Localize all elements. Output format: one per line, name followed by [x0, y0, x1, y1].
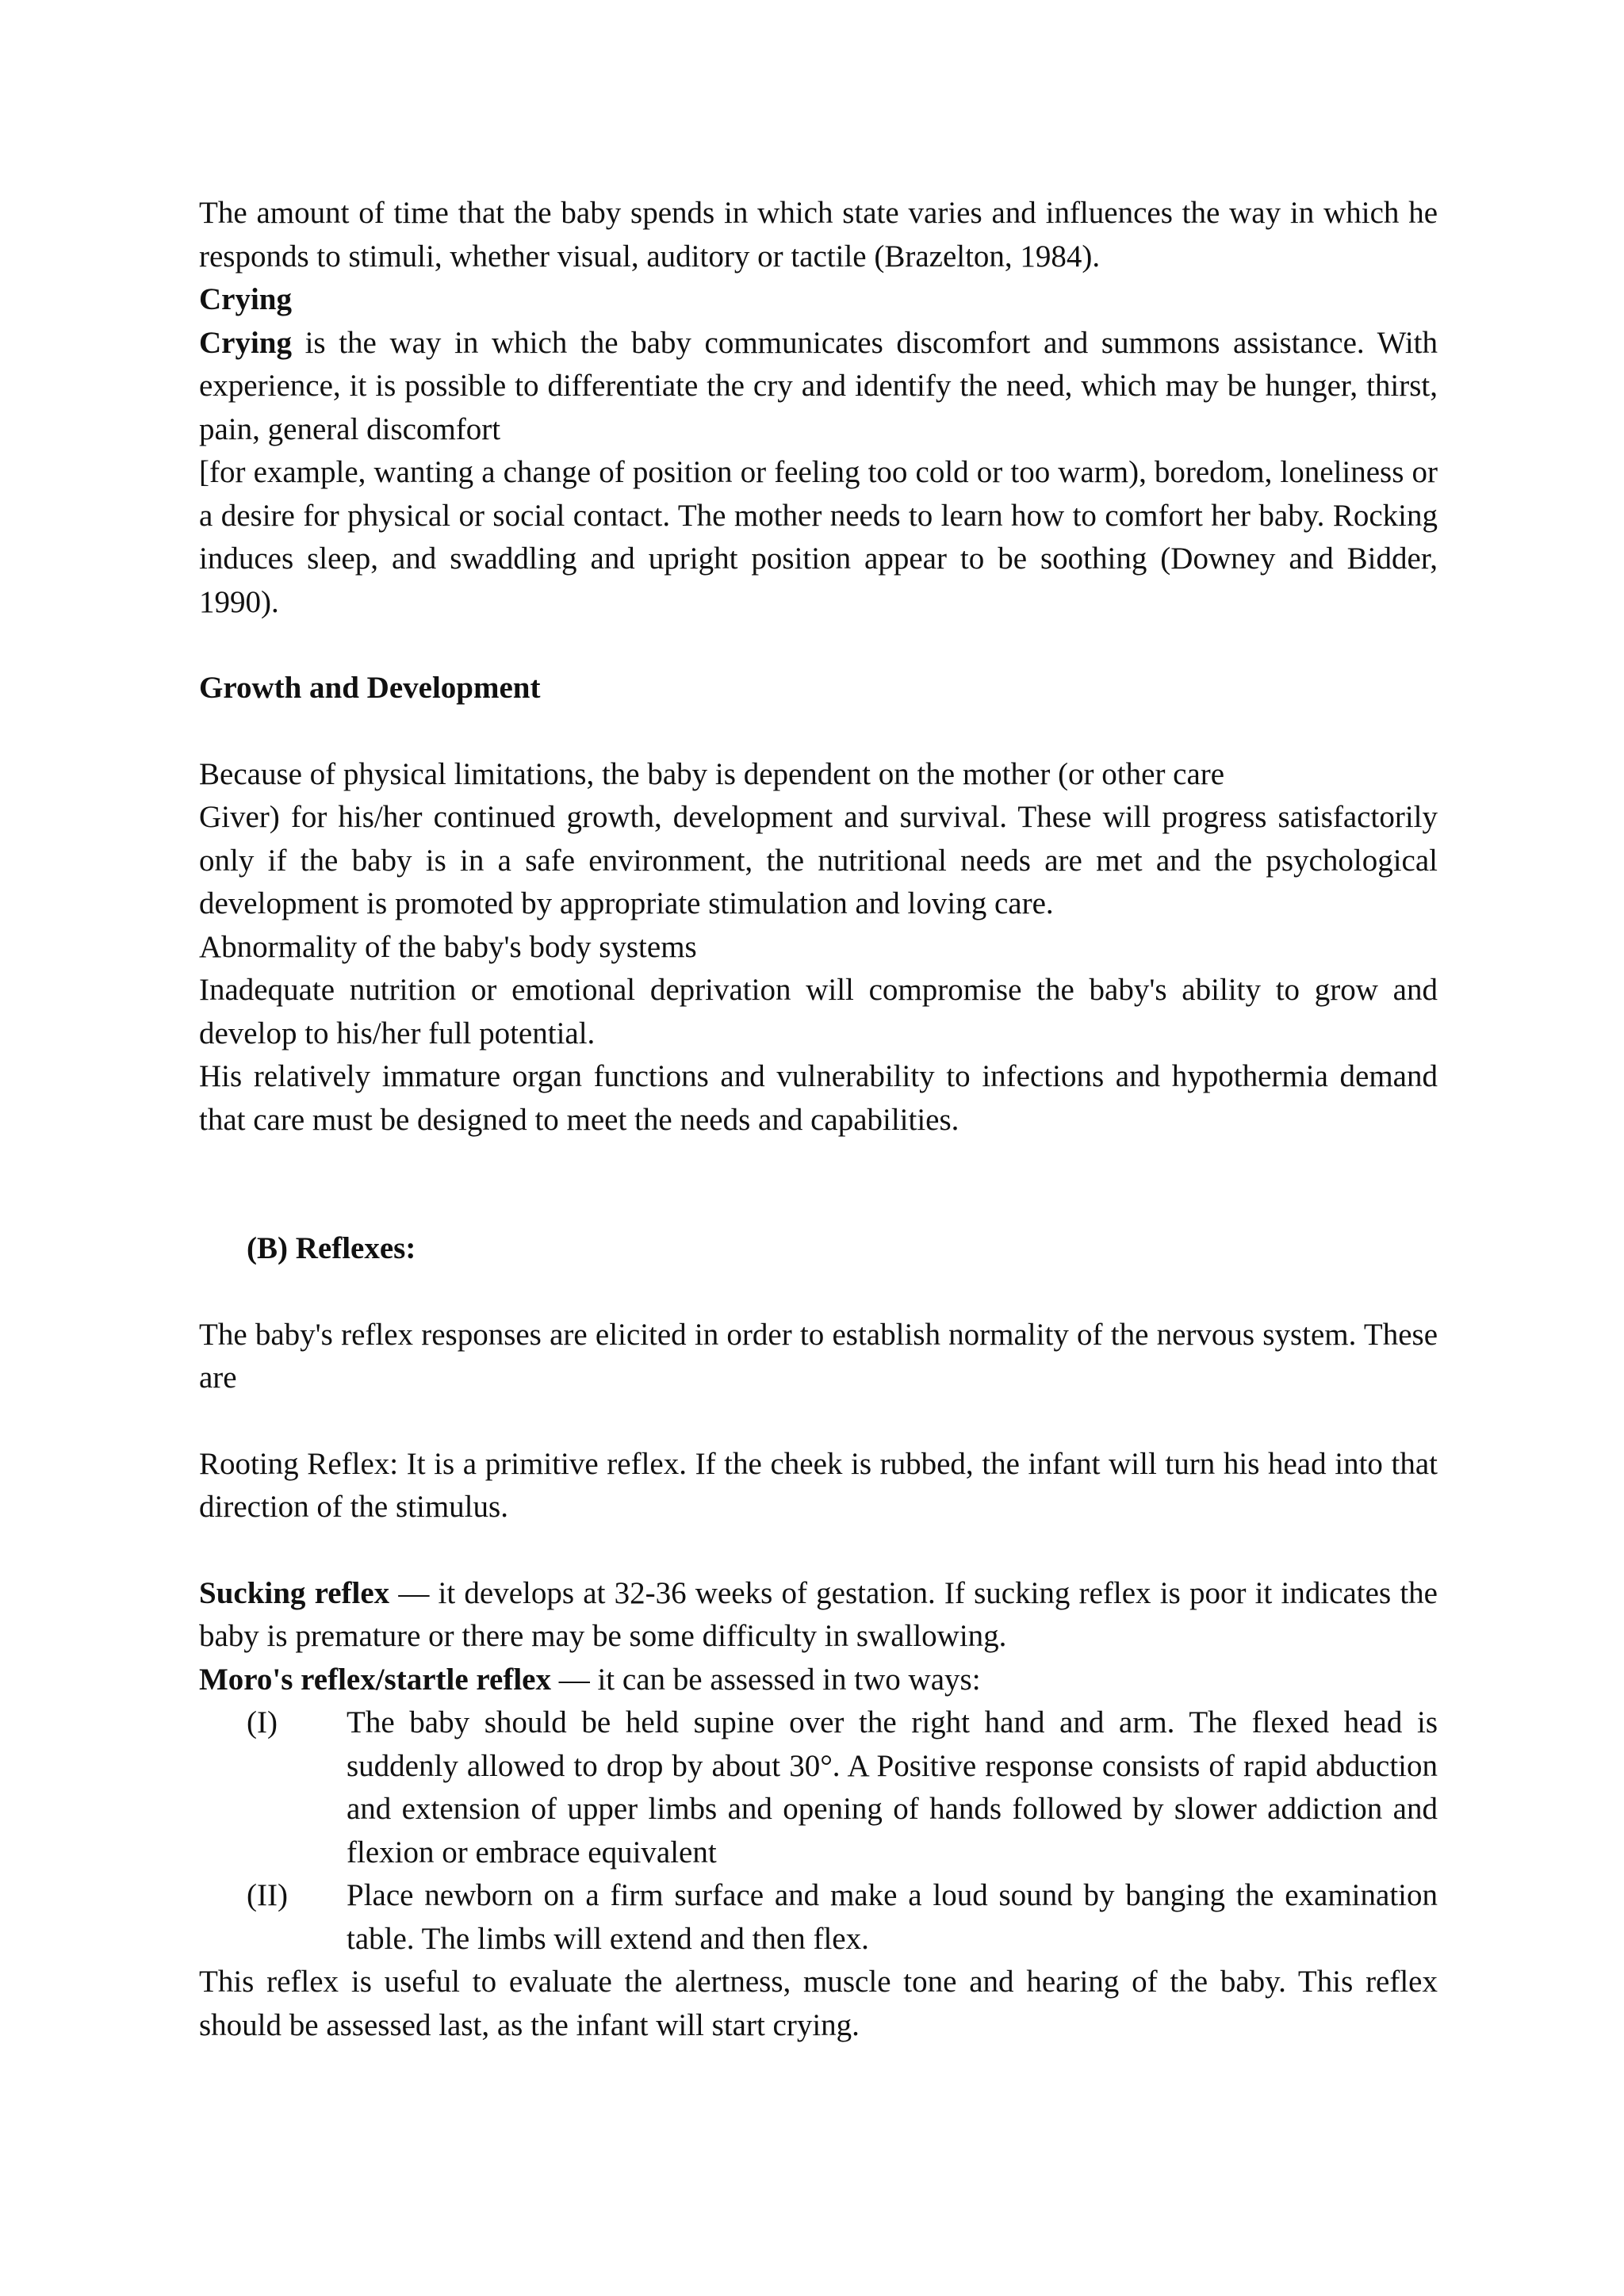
document-page	[199, 192, 1438, 2047]
sucking-reflex-text: — it develops at 32-36 weeks of gestation. If sucking reflex is poor it indicates the baby is premature or there may be some difficulty in swallowing.	[199, 1575, 1438, 1653]
reflexes-closing-paragraph: This reflex is useful to evaluate the alertness, muscle tone and hearing of the baby. This reflex should be assessed last, as the infant will start crying.	[199, 1965, 1438, 2042]
rooting-reflex-paragraph: Rooting Reflex: It is a primitive reflex. If the cheek is rubbed, the infant will turn his head into that direction of the stimulus.	[199, 1446, 1438, 1524]
list-item-number: (I)	[247, 1705, 278, 1739]
spacer	[199, 1400, 1438, 1443]
growth-line-2: Abnormality of the baby's body systems	[199, 929, 697, 964]
crying-paragraph-1-text: is the way in which the baby communicates discomfort and summons assistance. With experience, it is possible to differentiate the cry and identify the need, which may be hunger, thirst, pain, general discomfort	[199, 325, 1438, 446]
list-item	[199, 1874, 1438, 1961]
crying-paragraph-1	[199, 322, 1438, 452]
reflexes-heading: (B) Reflexes:	[247, 1231, 416, 1265]
spacer	[199, 1271, 1438, 1314]
spacer	[199, 710, 1438, 753]
reflexes-intro: The baby's reflex responses are elicited in order to establish normality of the nervous system. These are	[199, 1317, 1438, 1395]
spacer	[199, 1529, 1438, 1572]
crying-paragraph-2: [for example, wanting a change of position or feeling too cold or too warm), boredom, loneliness or a desire for physical or social contact. The mother needs to learn how to comfort her baby. Rocking induces sleep, and swaddling and upright position appear to be soothing (Downey and Bidder, 1990).	[199, 455, 1438, 619]
growth-paragraph-1: Giver) for his/her continued growth, development and survival. These will progress satisfactorily only if the baby is in a safe environment, the nutritional needs are met and the psychological development is promoted by appropriate stimulation and loving care.	[199, 800, 1438, 920]
moro-reflex-label: Moro's reflex/startle reflex	[199, 1662, 551, 1697]
growth-line-1: Because of physical limitations, the baby is dependent on the mother (or other care	[199, 756, 1225, 791]
growth-paragraph-2: Inadequate nutrition or emotional deprivation will compromise the baby's ability to grow and develop to his/her full potential.	[199, 973, 1438, 1050]
spacer	[199, 1142, 1438, 1227]
crying-lead: Crying	[199, 325, 292, 360]
moro-reflex-paragraph	[199, 1659, 1438, 1702]
state-paragraph: The amount of time that the baby spends in which state varies and influences the way in which he responds to stimuli, whether visual, auditory or tactile (Brazelton, 1984).	[199, 196, 1438, 274]
list-item-text: Place newborn on a firm surface and make a loud sound by banging the examination table. The limbs will extend and then flex.	[347, 1878, 1438, 1956]
sucking-reflex-paragraph	[199, 1572, 1438, 1659]
sucking-reflex-label: Sucking reflex	[199, 1575, 390, 1610]
list-item-text: The baby should be held supine over the right hand and arm. The flexed head is suddenly allowed to drop by about 30°. A Positive response consists of rapid abduction and extension of upper limbs and opening of hands followed by slower addiction and flexion or embrace equivalent	[347, 1705, 1438, 1869]
growth-heading: Growth and Development	[199, 671, 541, 705]
moro-reflex-text: — it can be assessed in two ways:	[550, 1662, 981, 1697]
growth-paragraph-3: His relatively immature organ functions and vulnerability to infections and hypothermia demand that care must be designed to meet the needs and capabilities.	[199, 1059, 1438, 1137]
spacer	[199, 624, 1438, 667]
list-item-number: (II)	[247, 1878, 288, 1912]
list-item	[199, 1701, 1438, 1874]
crying-heading: Crying	[199, 282, 292, 316]
